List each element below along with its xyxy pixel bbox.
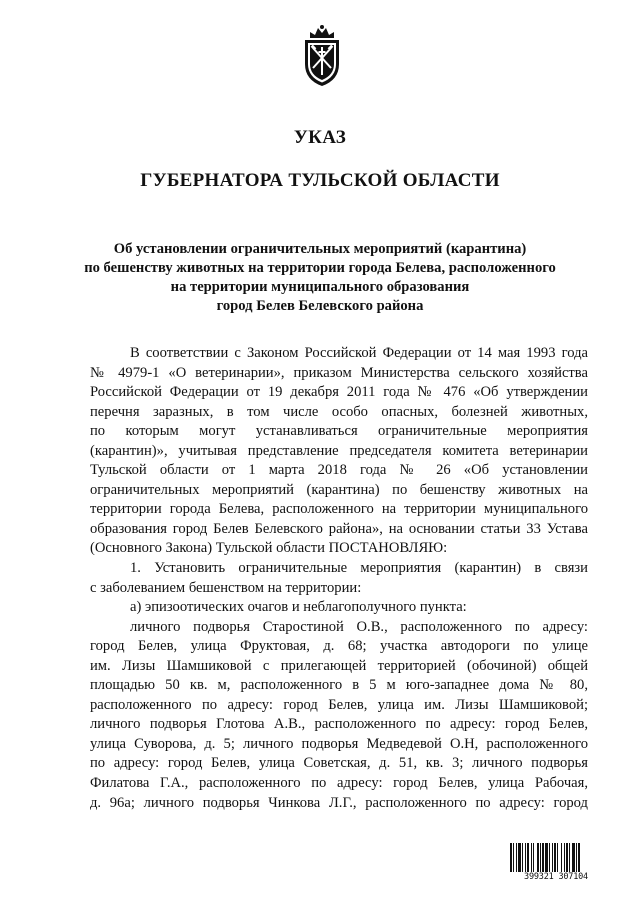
body-line: территории города Белева, расположенного на территории муниципального (90, 501, 588, 518)
subject-line: город Белев Белевского района (216, 298, 424, 314)
barcode-icon (510, 843, 602, 891)
body-line: Российской Федерации от 19 декабря 2011 года № 476 «Об утверждении (90, 384, 588, 401)
body-line: (карантин)», учитывая представление председателя комитета ветеринарии (90, 442, 588, 459)
body-line: с заболеванием бешенством на территории: (90, 579, 362, 596)
body-line: личного подворья Глотова А.В., расположенного по адресу: город Белев, (90, 716, 588, 733)
body-line: расположенного по адресу: город Белев, улица им. Лизы Шамшиковой; (90, 696, 588, 713)
body-line: город Белев, улица Фруктовая, д. 68; участка автодороги по улице (90, 638, 588, 655)
barcode-number: 399321 307104 (510, 872, 602, 882)
body-line: В соответствии с Законом Российской Федерации от 14 мая 1993 года (130, 345, 588, 361)
body-line: а) эпизоотических очагов и неблагополучного пункта: (130, 599, 467, 616)
subject-line: по бешенству животных на территории города Белева, расположенного (84, 260, 556, 276)
body-line: им. Лизы Шамшиковой с прилегающей территорией (обочиной) общей (90, 657, 588, 674)
document-subject (60, 240, 580, 316)
body-line: по адресу: город Белев, улица Советская, д. 51, кв. 3; личного подворья (90, 755, 588, 772)
body-line: площадью 50 кв. м, расположенного в 5 м юго-западнее дома № 80, (90, 677, 588, 694)
tula-coat-of-arms-icon (297, 24, 347, 88)
body-line: д. 96а; личного подворья Чинкова Л.Г., расположенного по адресу: город (90, 794, 588, 811)
body-line: по которым могут устанавливаться ограничительные мероприятия (90, 423, 588, 440)
body-line: № 4979-1 «О ветеринарии», приказом Министерства сельского хозяйства (90, 364, 588, 381)
body-line: (Основного Закона) Тульской области ПОСТАНОВЛЯЮ: (90, 540, 448, 557)
body-line: Тульской области от 1 марта 2018 года № 26 «Об установлении (90, 462, 588, 479)
body-line: Филатова Г.А., расположенного по адресу: город Белев, улица Рабочая, (90, 775, 588, 792)
body-line: ограничительных мероприятий (карантина) по бешенству животных на (90, 481, 588, 498)
subject-line: на территории муниципального образования (170, 279, 470, 295)
document-title: УКАЗ (293, 127, 347, 148)
body-line: улица Суворова, д. 5; личного подворья Медведевой О.Н, расположенного (90, 735, 588, 752)
body-line: перечня заразных, в том числе особо опасных, болезней животных, (90, 403, 588, 420)
body-line: образования город Белев Белевского района», на основании статьи 33 Устава (90, 520, 588, 537)
document-issuer: ГУБЕРНАТОРА ТУЛЬСКОЙ ОБЛАСТИ (140, 170, 500, 191)
document-body (90, 344, 588, 813)
body-line: 1. Установить ограничительные мероприятия (карантин) в связи (130, 560, 588, 577)
body-line: личного подворья Старостиной О.В., расположенного по адресу: (130, 618, 588, 635)
subject-line: Об установлении ограничительных мероприятий (карантина) (113, 241, 527, 257)
